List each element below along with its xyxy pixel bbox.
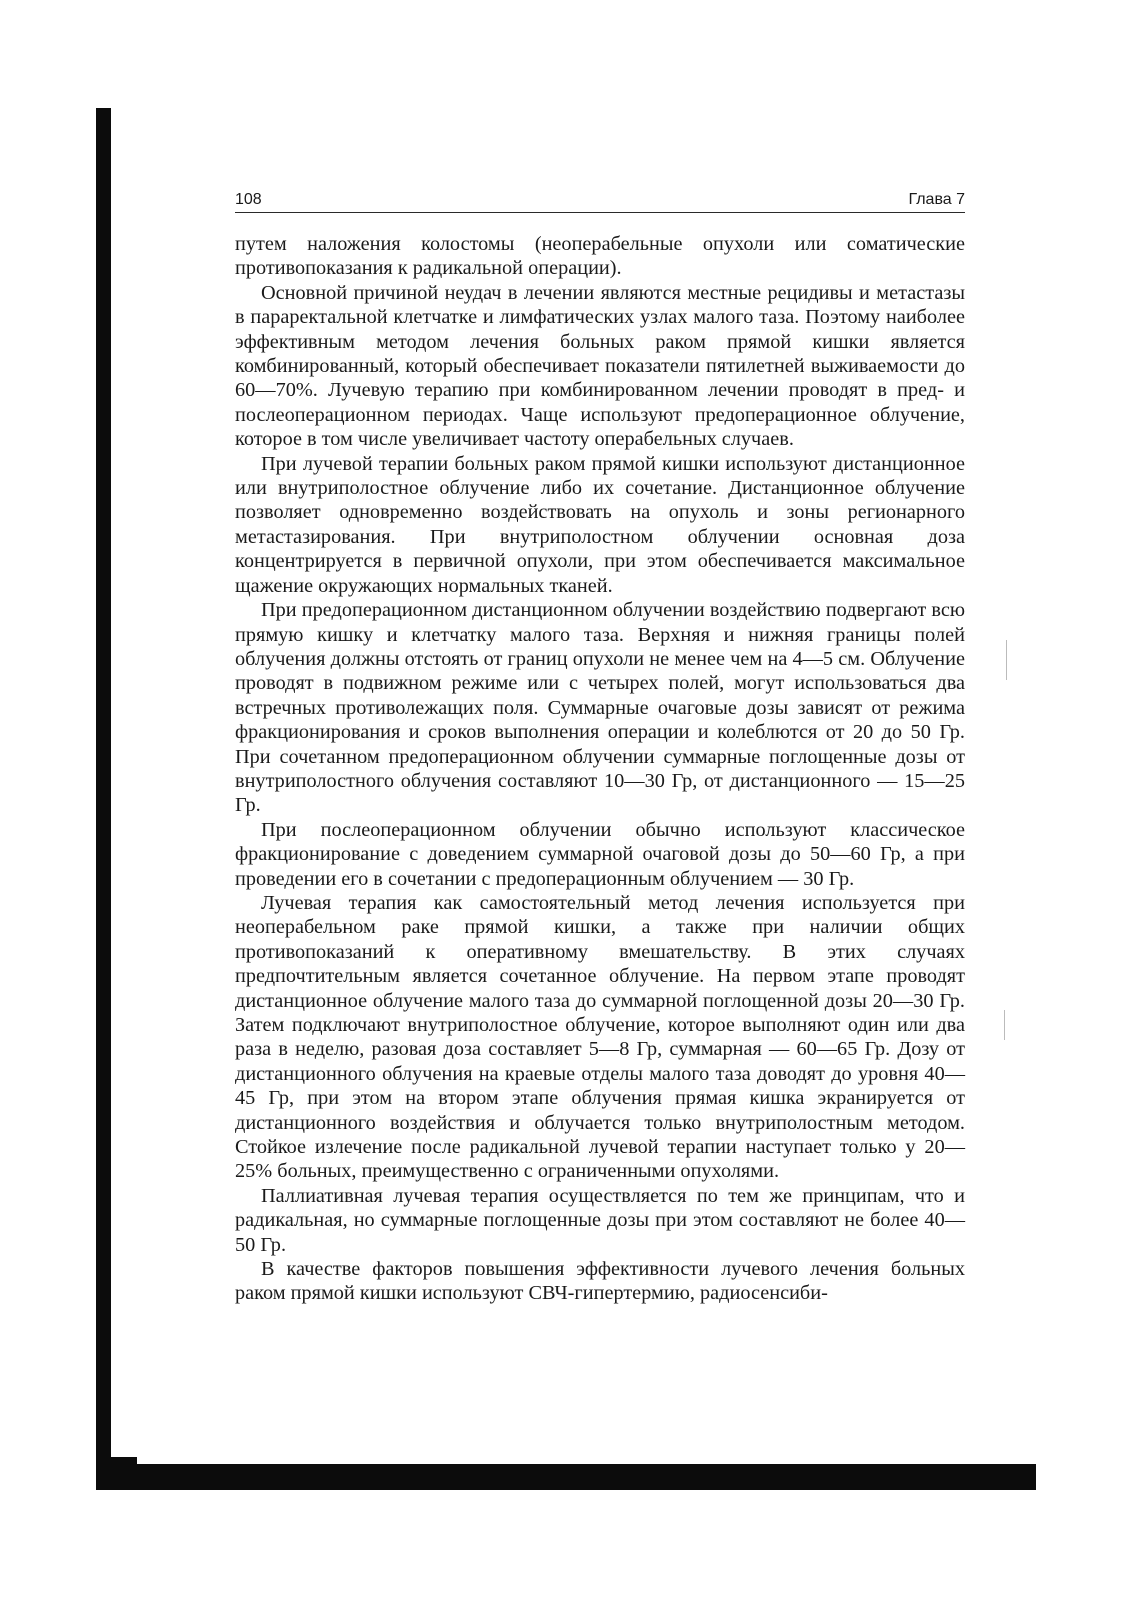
paragraph: В качестве факторов повышения эффективности лучевого лечения больных раком прямой кишки используют СВЧ-гипертермию, радиосенсиби- [235,1258,965,1305]
scan-edge-bottom-corner [111,1457,137,1465]
paragraph: Основной причиной неудач в лечении являются местные рецидивы и метастазы в параректальной клетчатке и лимфатических узлах малого таза. Поэтому наиболее эффективным методом лечения больных раком прямой кишки является комбинированный, который обеспечивает показатели пятилетней выживаемости до 60—70%. Лучевую терапию при комбинированном лечении проводят в пред- и послеоперационном периодах. Чаще используют предоперационное облучение, которое в том числе увеличивает частоту операбельных случаев. [235,281,965,451]
margin-mark [1006,640,1007,680]
running-header [235,190,965,213]
page-body [235,232,965,1306]
chapter-title: Глава 7 [908,191,965,208]
paragraph: При предоперационном дистанционном облучении воздействию подвергают всю прямую кишку и клетчатку малого таза. Верхняя и нижняя границы полей облучения должны отстоять от границ опухоли не менее чем на 4—5 см. Облучение проводят в подвижном режиме или с четырех полей, могут использоваться два встречных противолежащих поля. Суммарные очаговые дозы зависят от режима фракционирования и сроков выполнения операции и колеблются от 20 до 50 Гр. При сочетанном предоперационном облучении суммарные поглощенные дозы от внутриполостного облучения составляют 10—30 Гр, от дистанционного — 15—25 Гр. [235,599,965,817]
paragraph: При послеоперационном облучении обычно используют классическое фракционирование с доведением суммарной очаговой дозы до 50—60 Гр, а при проведении его в сочетании с предоперационным облучением — 30 Гр. [235,818,965,890]
page-number: 108 [235,191,262,208]
paragraph: Лучевая терапия как самостоятельный метод лечения используется при неоперабельном раке прямой кишки, а также при наличии общих противопоказаний к оперативному вмешательству. В этих случаях предпочтительным является сочетанное облучение. На первом этапе проводят дистанционное облучение малого таза до суммарной поглощенной дозы 20—30 Гр. Затем подключают внутриполостное облучение, которое выполняют один или два раза в неделю, разовая доза составляет 5—8 Гр, суммарная — 60—65 Гр. Дозу от дистанционного облучения на краевые отделы малого таза доводят до уровня 40—45 Гр, при этом на втором этапе облучения прямая кишка экранируется от дистанционного воздействия и облучается только внутриполостным методом. Стойкое излечение после радикальной лучевой терапии наступает только у 20—25% больных, преимущественно с ограниченными опухолями. [235,891,965,1183]
margin-mark [1004,1010,1005,1040]
scan-edge-left [96,108,111,1478]
paragraph: путем наложения колостомы (неоперабельные опухоли или соматические противопоказания к радикальной операции). [235,233,965,280]
paragraph: При лучевой терапии больных раком прямой кишки используют дистанционное или внутриполостное облучение либо их сочетание. Дистанционное облучение позволяет одновременно воздействовать на опухоль и зоны регионарного метастазирования. При внутриполостном облучении основная доза концентрируется в первичной опухоли, при этом обеспечивается максимальное щажение окружающих нормальных тканей. [235,452,965,597]
paragraph: Паллиативная лучевая терапия осуществляется по тем же принципам, что и радикальная, но суммарные поглощенные дозы при этом составляют не более 40—50 Гр. [235,1184,965,1256]
scan-edge-bottom [96,1464,1036,1490]
scan-edge-bottom-tip [1022,1464,1036,1490]
